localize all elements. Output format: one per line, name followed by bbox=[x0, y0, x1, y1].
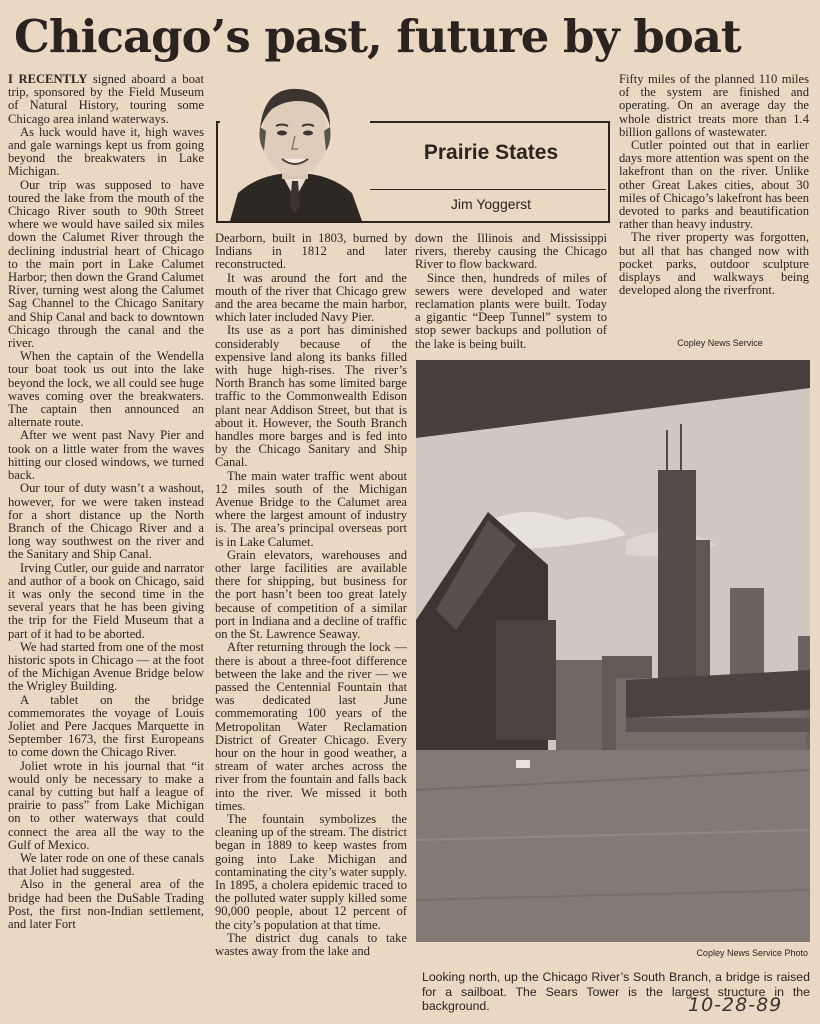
handwritten-date: 10-28-89 bbox=[688, 994, 783, 1016]
paragraph: Fifty miles of the planned 110 miles of the system are finished and operating. On an average day the whole district treats more than 1.4 billion gallons of wastewater. bbox=[619, 73, 809, 139]
paragraph: Dearborn, built in 1803, burned by Indians in 1812 and later reconstructed. bbox=[215, 232, 407, 272]
paragraph: As luck would have it, high waves and gale warnings kept us from going beyond the breakwaters in Lake Michigan. bbox=[8, 124, 204, 179]
article-column-1 bbox=[8, 73, 204, 1018]
paragraph: The river property was forgotten, but all that has changed now with pocket parks, outdoor sculpture displays and walkways being developed along the riverfront. bbox=[619, 230, 809, 298]
article-column-3 bbox=[415, 232, 607, 350]
article-column-2 bbox=[215, 232, 407, 1018]
lead-in: I RECENTLY bbox=[8, 73, 88, 86]
paragraph: Its use as a port has diminished considerably because of the expensive land along its banks filled with huge high-rises. The river’s North Branch has some limited barge traffic to the Commonwealth Edison plant near Addison Street, but that is about it. However, the South Branch handles more barges and is fed into by the Chicago Sanitary and Ship Canal. bbox=[215, 323, 407, 470]
paragraph: After returning through the lock — there is about a three-foot difference between the lake and the river — we passed the Centennial Fountain that was dedicated last June commemorating 100 years of the Metropolitan Water Reclamation District of Greater Chicago. Every hour on the hour in good weather, a stream of water arches across the river from the fountain and falls back into the river. We missed it both times. bbox=[215, 640, 407, 813]
river-bridge-photo bbox=[416, 360, 810, 942]
paragraph: down the Illinois and Mississippi rivers, thereby causing the Chicago River to flow backward. bbox=[415, 232, 607, 272]
paragraph: When the captain of the Wendella tour boat took us out into the lake beyond the lock, we all could see huge waves coming over the breakwaters. The captain then announced an alternate route. bbox=[8, 349, 204, 430]
paragraph: I RECENTLY signed aboard a boat trip, sponsored by the Field Museum of Natural History, touring some Chicago area inland waterways. bbox=[8, 73, 204, 126]
paragraph: The fountain symbolizes the cleaning up of the stream. The district began in 1889 to keep wastes from going into Lake Michigan and contaminating the city’s water supply. In 1895, a cholera epidemic traced to the polluted water supply killed some 90,000 people, about 12 percent of the city’s population at that time. bbox=[215, 811, 407, 932]
paragraph: We had started from one of the most historic spots in Chicago — at the foot of the Michigan Avenue Bridge below the Wrigley Building. bbox=[8, 639, 204, 694]
photo-credit: Copley News Service Photo bbox=[696, 948, 808, 958]
paragraph: After we went past Navy Pier and took on a little water from the waves hitting our closed windows, we turned back. bbox=[8, 428, 204, 483]
paragraph: A tablet on the bridge commemorates the voyage of Louis Joliet and Pere Jacques Marquette in September 1673, the first Europeans to come down the Chicago River. bbox=[8, 692, 204, 760]
paragraph: Cutler pointed out that in earlier days more attention was spent on the lakefront than on the river. Unlike other Great Lakes cities, about 30 miles of Chicago’s lakefront has been devoted to parks and beautification rather than heavy industry. bbox=[619, 138, 809, 232]
paragraph: Our tour of duty wasn’t a washout, however, for we were taken instead for a short distance up the North Branch of the Chicago River and a long way southwest on the river and the Sanitary and Ship Canal. bbox=[8, 481, 204, 562]
columnist-portrait bbox=[220, 81, 370, 221]
article-column-4 bbox=[619, 73, 809, 335]
paragraph: The district dug canals to take wastes away from the lake and bbox=[215, 930, 407, 958]
signature-divider bbox=[366, 189, 606, 190]
story-credit: Copley News Service bbox=[677, 338, 763, 348]
paragraph: Grain elevators, warehouses and other large facilities are available there for shipping, but business for the port hasn’t been too great lately because of competition of a similar port in Indiana and a decline of traffic on the St. Lawrence Seaway. bbox=[215, 547, 407, 642]
paragraph: Our trip was supposed to have toured the lake from the mouth of the Chicago River south to 90th Street where we would have sailed six miles down the Calumet River through the declining industrial heart of Chicago to the main port in Lake Calumet Harbor; then down the Grand Calumet River, turning west along the Calumet Sag Channel to the Chicago Sanitary and Ship Canal and back to downtown Chicago through the canal and the river. bbox=[8, 177, 204, 351]
photo-caption: Looking north, up the Chicago River’s South Branch, a bridge is raised for a sailboat. The Sears Tower is the largest structure in the background. bbox=[422, 970, 810, 1013]
paragraph: The main water traffic went about 12 miles south of the Michigan Avenue Bridge to the Calumet area where the largest amount of industry is. The area’s principal overseas port is in Lake Calumet. bbox=[215, 468, 407, 549]
paragraph: Joliet wrote in his journal that “it would only be necessary to make a canal by cutting but half a league of prairie to pass” from Lake Michigan on to other waterways that could connect the area all the way to the Gulf of Mexico. bbox=[8, 758, 204, 852]
paragraph: It was around the fort and the mouth of the river that Chicago grew and the area became the main harbor, which later included Navy Pier. bbox=[215, 270, 407, 325]
headline: Chicago’s past, future by boat bbox=[14, 10, 741, 63]
paragraph: Since then, hundreds of miles of sewers were developed and water reclamation plants were built. Today a gigantic “Deep Tunnel” system to stop sewer backups and pollution of the lake is being built. bbox=[415, 270, 607, 350]
paragraph: Irving Cutler, our guide and narrator and author of a book on Chicago, said it was only the second time in the several years that he has been giving the trip for the Field Museum that a part of it had to be aborted. bbox=[8, 560, 204, 641]
paragraph: We later rode on one of these canals that Joliet had suggested. bbox=[8, 850, 204, 879]
paragraph: Also in the general area of the bridge had been the DuSable Trading Post, the first non-Indian settlement, and later Fort bbox=[8, 877, 204, 931]
byline: Jim Yoggerst bbox=[450, 196, 532, 212]
column-signature bbox=[216, 81, 608, 223]
column-title: Prairie States bbox=[423, 141, 559, 164]
